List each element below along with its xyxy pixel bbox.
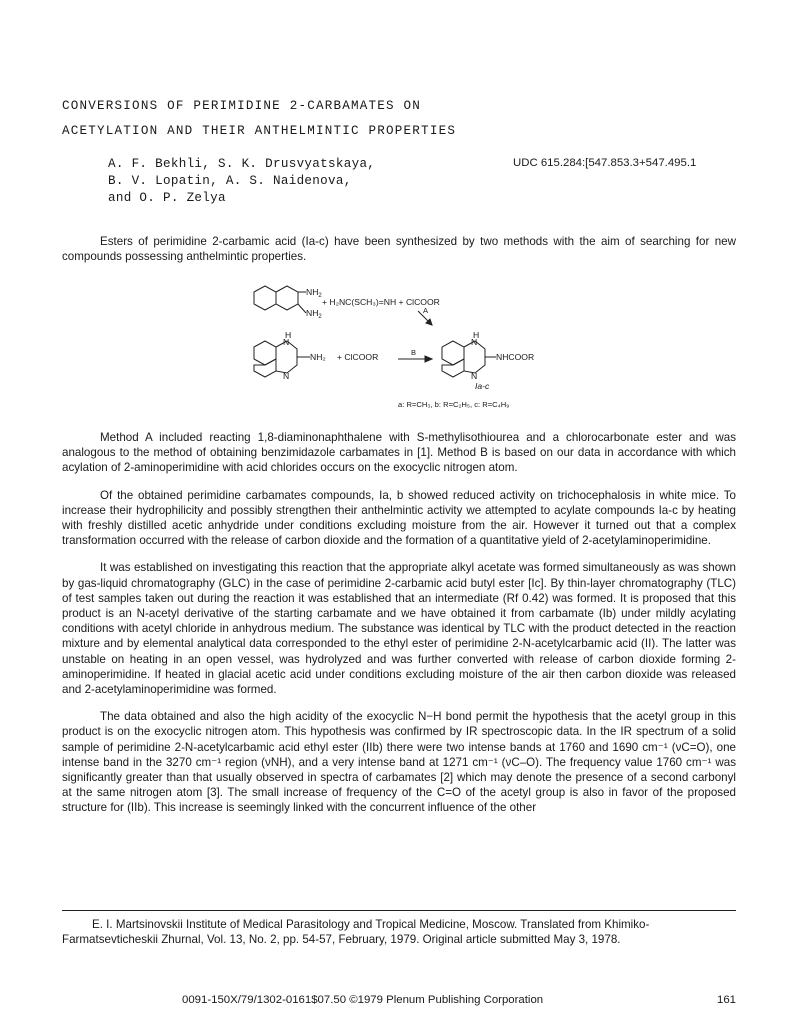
carbamate-group: NHCOOR [496,352,535,362]
amino-group-top: $NH_2$ [306,287,322,299]
compound-label: Ia-c [475,381,490,391]
intro-paragraph: Esters of perimidine 2-carbamic acid (Ia-c) have been synthesized by two methods with the aim of searching for new compounds possessing anthelmintic properties. [62,235,736,264]
reagent-s-methylisothiourea: + H₂NC(SCH₃)=NH + ClCOOR [322,297,440,307]
aminoperimidine-nh2: NH₂ [310,352,326,362]
body-paragraph: Method A included reacting 1,8-diaminonaphthalene with S-methylisothiourea and a chlorocarbonate ester and was analogous to the method of obtaining benzimidazole carbamates in [1]. Method B is based on our data in accordance with which acylation of 2-aminoperimidine with acid chlorides occurs on the exocyclic nitrogen atom. [62,431,736,475]
footnote-divider [62,910,736,911]
author-list [108,156,375,207]
nh-hydrogen-right: H [473,330,480,340]
article-title-line-1: CONVERSIONS OF PERIMIDINE 2-CARBAMATES ON [62,99,422,113]
nitrogen-right-bottom: N [471,371,478,381]
body-paragraph: Of the obtained perimidine carbamates compounds, Ia, b showed reduced activity on trichocephalosis in white mice. To increase their hydrophilicity and possibly strengthen their anthelmintic activity we attempted to acylate compounds Ia-c by heating with freshly distilled acetic anhydride under conditions excluding moisture from the air. However it turned out that a complex transformation occurred with the release of carbon dioxide and the formation of a quantitative yield of 2-acetylaminoperimidine. [62,488,736,548]
article-title-line-2: ACETYLATION AND THEIR ANTHELMINTIC PROPERTIES [62,124,457,138]
body-paragraph: It was established on investigating this reaction that the appropriate alkyl acetate was formed simultaneously as was shown by gas-liquid chromatography (GLC) in the case of perimidine 2-carbamic acid butyl ester [Ic]. By thin-layer chromatography (TLC) of test samples taken out during the reaction it was established that an intermediate (Rf 0.42) was formed. It is proposed that this product is an N-acetyl derivative of the starting carbamate and we have obtained it from carbamate (Ib) under mildly acylating conditions with acetyl chloride in anhydrous medium. The substance was identical by TLC with the product detected in the reaction mixture and by elemental analytical data corresponded to the ethyl ester of perimidine 2-N-acetylcarbamic acid (II). The latter was unstable on heating in an open vessel, was hydrolyzed and was further converted with release of carbon dioxide forming 2-aminoperimidine. If heated in glacial acetic acid under conditions excluding moisture of the air then carbon dioxide was released and 2-acetylaminoperimidine was formed. [62,561,736,697]
author-line: and O. P. Zelya [108,191,226,205]
nh-hydrogen-left: H [285,330,292,340]
page-number: 161 [717,994,737,1006]
main-text [62,430,736,828]
arrow-a-label: A [423,306,429,315]
amino-group-bottom: $NH_2$ [306,308,322,320]
author-line: B. V. Lopatin, A. S. Naidenova, [108,174,352,188]
author-line: A. F. Bekhli, S. K. Drusvyatskaya, [108,157,376,171]
intro-section [62,234,736,276]
nitrogen-right-top: N [471,337,478,347]
reagent-chlorocarbonate: + ClCOOR [337,352,379,362]
substituent-legend: a: R=CH₃, b: R=C₂H₅, c: R=C₄H₉ [398,400,510,409]
footnote-text: E. I. Martsinovskii Institute of Medical Parasitology and Tropical Medicine, Moscow. Translated from Khimiko-Farmatsevticheskii Zhurnal, Vol. 13, No. 2, pp. 54-57, February, 1979. Original article submitted May 3, 1978. [62,918,650,947]
nitrogen-left-bottom: N [283,371,290,381]
udc-code: UDC 615.284:[547.853.3+547.495.1 [513,157,697,169]
copyright-line: 0091-150X/79/1302-0161$07.50 ©1979 Plenum Publishing Corporation [182,994,544,1006]
arrow-b-label: B [411,348,417,357]
reaction-scheme [250,283,570,415]
body-paragraph: The data obtained and also the high acidity of the exocyclic N−H bond permit the hypothesis that the acetyl group in this product is on the exocyclic nitrogen atom. This hypothesis was confirmed by IR spectroscopic data. In the IR spectrum of a solid sample of perimidine 2-N-acetylcarbamic acid ethyl ester (IIb) there were two intense bands at 1760 and 1690 cm⁻¹ (νC=O), one intense band in the 3270 cm⁻¹ region (νNH), and a very intense band at 1271 cm⁻¹ (νC–O). The frequency value 1760 cm⁻¹ was significantly greater than that usually observed in spectra of carbamates [2] which may denote the presence of a second carbonyl at the same nitrogen atom [3]. The small increase of frequency of the C=O of the acetyl group is also in favor of the proposed structure for (IIb). This increase is seemingly linked with the concurrent influence of the other [62,710,736,815]
nitrogen-left-top: N [283,337,290,347]
affiliation-footnote [62,917,736,947]
